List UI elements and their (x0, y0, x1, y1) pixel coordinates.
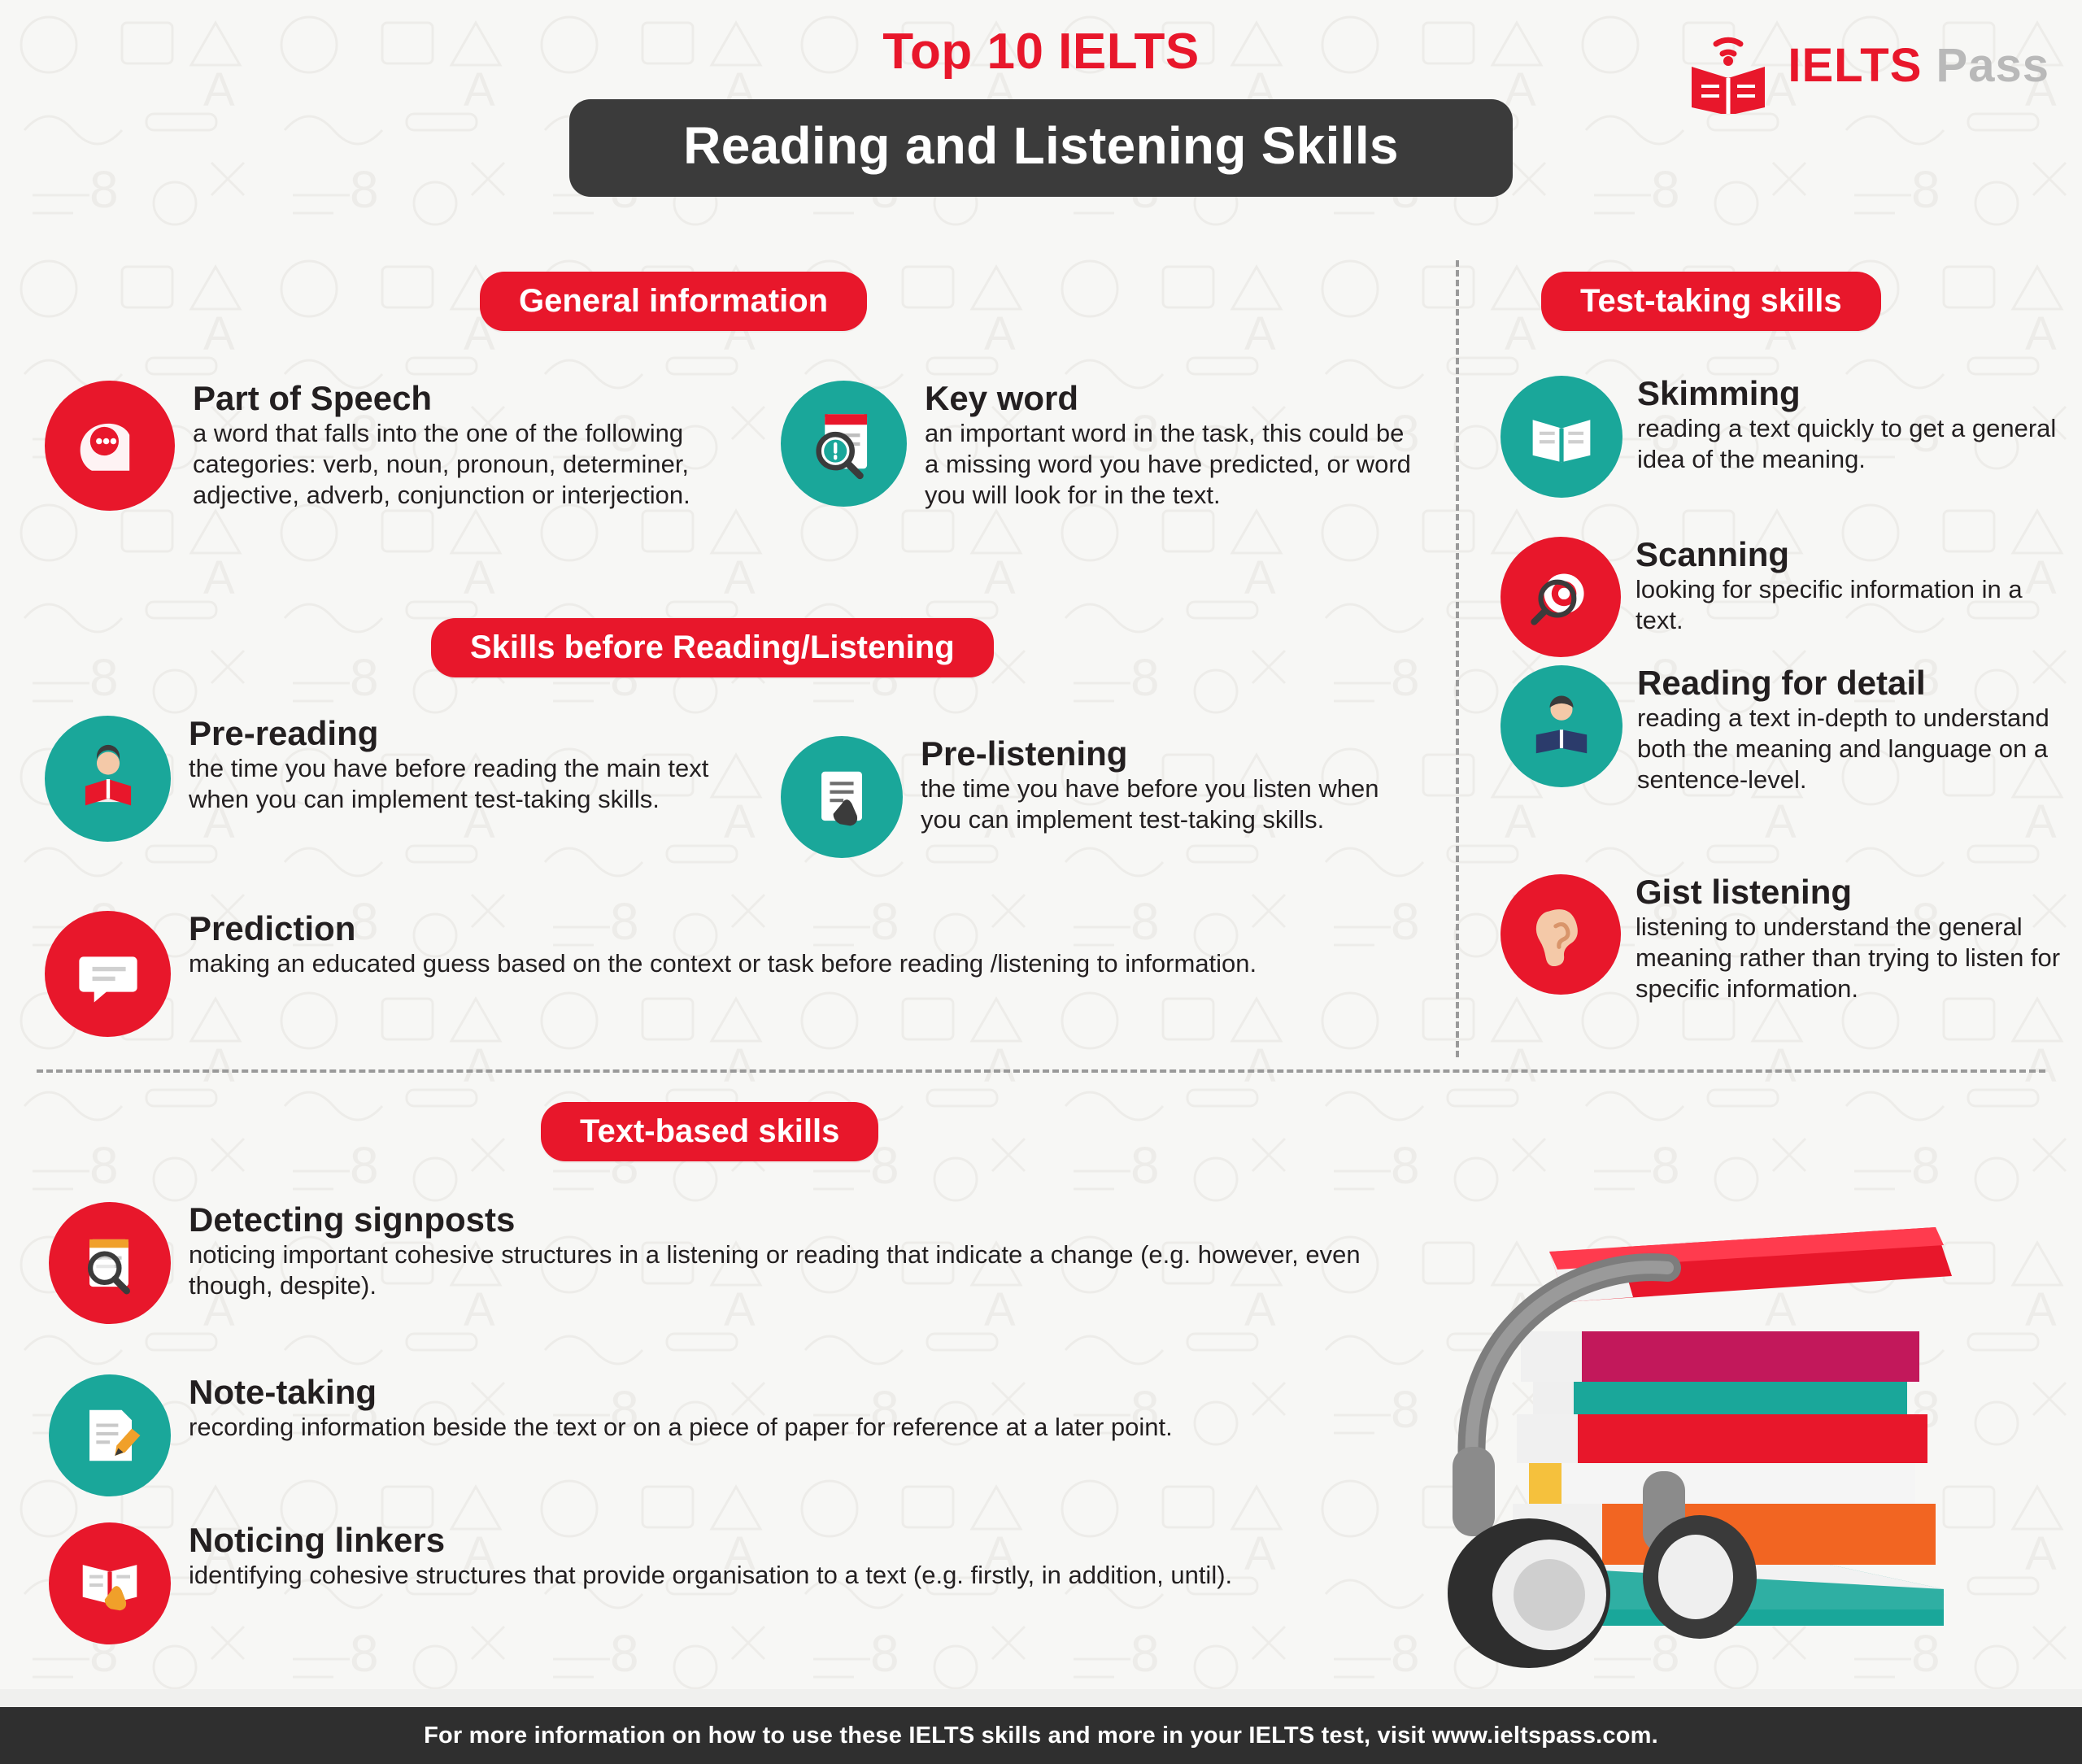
section-heading-general (480, 272, 867, 331)
item-description: identifying cohesive structures that provide organisation to a text (e.g. firstly, in addition, until). (189, 1561, 1233, 1590)
item-reading-for-detail (1501, 665, 2070, 795)
open-book-icon (1501, 376, 1622, 498)
item-description: noticing important cohesive structures in a listening or reading that indicate a change (e.g. however, even though, despite). (189, 1240, 1361, 1300)
section-heading-test-taking (1541, 272, 1881, 331)
item-title: Scanning (1636, 535, 1790, 573)
footer-separator (0, 1689, 2082, 1707)
person-reading-book-icon (45, 716, 171, 842)
item-description: the time you have before you listen when you can implement test-taking skills. (921, 774, 1379, 834)
item-title: Gist listening (1636, 873, 1853, 911)
vertical-divider (1456, 260, 1459, 1057)
item-title: Note-taking (189, 1373, 377, 1411)
page-title-text: Reading and Listening Skills (683, 116, 1399, 175)
book-with-signal-icon (1683, 16, 1773, 114)
page-title (569, 99, 1513, 197)
item-gist-listening (1501, 874, 2070, 1004)
section-heading-test-taking-label: Test-taking skills (1541, 272, 1881, 331)
item-note-taking (49, 1374, 1431, 1496)
item-scanning (1501, 537, 2062, 657)
speech-bubble-icon (45, 911, 171, 1037)
brand-logo (1683, 16, 2049, 114)
item-description: looking for specific information in a text. (1636, 575, 2023, 634)
item-noticing-linkers (49, 1522, 1431, 1644)
item-prediction (45, 911, 1411, 1037)
eyebrow-title: Top 10 IELTS (882, 24, 1200, 80)
item-description: reading a text quickly to get a general idea of the meaning. (1637, 414, 2057, 473)
item-title: Detecting signposts (189, 1200, 516, 1239)
item-description: the time you have before reading the main text when you can implement test-taking skills. (189, 754, 709, 813)
item-part-of-speech (45, 381, 777, 511)
footer-text: For more information on how to use these IELTS skills and more in your IELTS test, visit www.ieltspass.com. (424, 1722, 1658, 1749)
stack-of-books-with-headphones (1374, 1122, 2025, 1675)
item-skimming (1501, 376, 2062, 498)
item-description: an important word in the task, this could be a missing word you have predicted, or word you will look for in the text. (925, 419, 1411, 509)
item-title: Pre-reading (189, 714, 379, 752)
item-description: making an educated guess based on the context or task before reading /listening to information. (189, 949, 1257, 978)
header (0, 0, 2082, 244)
item-description: listening to understand the general meaning rather than trying to listen for specific information. (1636, 912, 2061, 1003)
ear-icon (1501, 874, 1621, 995)
pencil-and-note-icon (49, 1374, 171, 1496)
head-with-speech-bubble-icon (45, 381, 175, 511)
item-title: Part of Speech (193, 379, 433, 417)
item-title: Prediction (189, 909, 356, 947)
item-title: Reading for detail (1637, 664, 1926, 702)
item-description: reading a text in-depth to understand both the meaning and language on a sentence-level. (1637, 703, 2049, 794)
target-with-magnifier-icon (1501, 537, 1621, 657)
magnifier-over-document-icon (781, 381, 907, 507)
logo-text-secondary: Pass (1936, 38, 2049, 92)
section-heading-before-label: Skills before Reading/Listening (431, 618, 994, 677)
item-description: a word that falls into the one of the following categories: verb, noun, pronoun, determiner, adjective, adverb, conjunction or interjection. (193, 419, 690, 509)
item-pre-reading (45, 716, 760, 842)
section-heading-general-label: General information (480, 272, 867, 331)
logo-text (1788, 38, 2049, 93)
item-title: Pre-listening (921, 734, 1128, 773)
magnifier-over-page-icon (49, 1202, 171, 1324)
hand-pointing-at-document-icon (781, 736, 903, 858)
section-heading-before (431, 618, 994, 677)
section-heading-text-based (541, 1102, 878, 1161)
logo-text-primary: IELTS (1788, 38, 1923, 92)
open-book-with-hand-icon (49, 1522, 171, 1644)
item-title: Key word (925, 379, 1079, 417)
item-detecting-signposts (49, 1202, 1431, 1324)
section-heading-text-based-label: Text-based skills (541, 1102, 878, 1161)
student-reading-icon (1501, 665, 1622, 787)
item-key-word (781, 381, 1423, 511)
footer (0, 1707, 2082, 1764)
horizontal-divider (37, 1069, 2045, 1073)
item-title: Noticing linkers (189, 1521, 446, 1559)
item-description: recording information beside the text or on a piece of paper for reference at a later point. (189, 1413, 1173, 1442)
item-title: Skimming (1637, 374, 1801, 412)
item-pre-listening (781, 736, 1423, 858)
